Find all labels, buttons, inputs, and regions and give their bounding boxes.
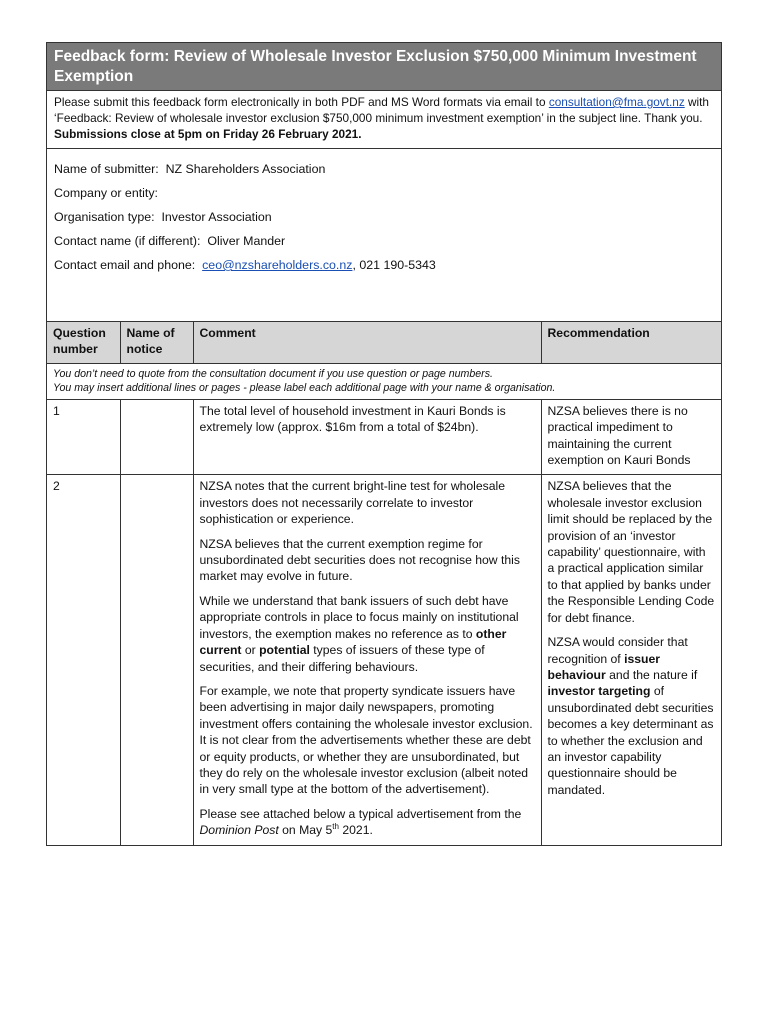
recommendation-cell: NZSA believes there is no practical impediment to maintaining the current exemption on Kauri Bonds — [541, 399, 721, 475]
recommendation-cell — [541, 475, 721, 845]
comment-text: types of issuers of these type of securities, and their differing behaviours. — [199, 643, 485, 674]
submitter-name-label: Name of submitter: — [54, 162, 159, 176]
company-row — [54, 185, 714, 201]
header-name-of-notice: Name of notice — [120, 322, 193, 363]
publication-name: Dominion Post — [199, 823, 279, 838]
recommendation-emphasis: investor targeting — [547, 684, 651, 699]
comment-paragraph: NZSA notes that the current bright-line test for wholesale investors does not necessarily correlate to investor sophistication or experience. — [199, 479, 506, 527]
instructions-cell — [47, 363, 721, 399]
question-number-cell: 1 — [47, 399, 120, 475]
contact-email-link[interactable]: ceo@nzshareholders.co.nz — [202, 258, 353, 272]
header-comment: Comment — [193, 322, 541, 363]
form-intro — [47, 91, 721, 149]
notice-cell — [120, 475, 193, 845]
intro-middle: with ‘Feedback: Review of wholesale investor exclusion $750,000 minimum investment exemption’ in the subject line. Thank you. — [54, 95, 709, 125]
submission-deadline: Submissions close at 5pm on Friday 26 February 2021. — [54, 127, 362, 141]
company-label: Company or entity: — [54, 186, 158, 200]
submitter-name-row — [54, 161, 714, 177]
comment-cell: The total level of household investment in Kauri Bonds is extremely low (approx. $16m from a total of $24bn). — [193, 399, 541, 475]
org-type-label: Organisation type: — [54, 210, 155, 224]
form-title: Feedback form: Review of Wholesale Investor Exclusion $750,000 Minimum Investment Exemption — [47, 43, 721, 91]
table-row — [47, 475, 721, 845]
consultation-email-link[interactable]: consultation@fma.govt.nz — [548, 95, 685, 109]
instructions-line-1: You don’t need to quote from the consultation document if you use question or page numbers. — [53, 367, 493, 380]
instructions-line-2: You may insert additional lines or pages - please label each additional page with your name & organisation. — [53, 381, 556, 394]
table-header-row — [47, 322, 721, 363]
org-type-row — [54, 209, 714, 225]
contact-phone: , 021 190-5343 — [352, 258, 436, 272]
contact-name-label: Contact name (if different): — [54, 234, 201, 248]
notice-cell — [120, 399, 193, 475]
recommendation-text: and the nature if — [605, 667, 698, 682]
comment-text: on May 5 — [278, 823, 333, 838]
comment-paragraph: NZSA believes that the current exemption regime for unsubordinated debt securities does not recognise how this market may evolve in future. — [199, 536, 520, 584]
recommendation-text: of unsubordinated debt securities becomes a key determinant as to whether the exclusion and an investor capability questionnaire should be mandated. — [547, 684, 714, 797]
comment-cell — [193, 475, 541, 845]
comment-paragraph — [200, 806, 535, 839]
contact-email-row — [54, 257, 714, 273]
comment-paragraph: For example, we note that property syndicate issuers have been advertising in major daily newspapers, promoting investment offers containing the wholesale investor exclusion. It is not clear from the advertisements whether these are debt or equity products, or whether they are unsubordinated, but they do rely on the wholesale investor exclusion (albeit noted in very small type at the bottom of the advertisement). — [199, 683, 533, 797]
comment-text: Please see attached below a typical advertisement from the — [199, 806, 522, 821]
comment-text: 2021. — [338, 823, 373, 838]
ordinal-suffix: th — [332, 822, 339, 832]
org-type-value: Investor Association — [161, 210, 272, 224]
submitter-details — [47, 149, 721, 322]
comment-emphasis: potential — [259, 643, 310, 658]
comment-text: or — [241, 643, 260, 658]
header-recommendation: Recommendation — [541, 322, 721, 363]
contact-name-value: Oliver Mander — [207, 234, 286, 248]
recommendation-paragraph — [548, 634, 716, 798]
table-row — [47, 399, 721, 475]
comment-emphasis: other current — [199, 626, 507, 658]
comment-text: While we understand that bank issuers of such debt have appropriate controls in place to focus mainly on institutional investors, the exemption makes no reference as to — [199, 593, 519, 641]
feedback-table — [47, 322, 721, 845]
instructions-row — [47, 363, 721, 399]
question-number-cell: 2 — [47, 475, 120, 845]
header-question-number: Question number — [47, 322, 120, 363]
contact-email-label: Contact email and phone: — [54, 258, 196, 272]
recommendation-paragraph: NZSA believes that the wholesale investor exclusion limit should be replaced by the provision of an ‘investor capability’ questionnaire, with a practical application similar to that applied by banks under the Responsible Lending Code for debt finance. — [547, 479, 715, 625]
submitter-name-value: NZ Shareholders Association — [165, 162, 326, 176]
intro-prefix: Please submit this feedback form electronically in both PDF and MS Word formats via email to — [54, 95, 549, 109]
feedback-form — [46, 42, 722, 846]
contact-name-row — [54, 233, 714, 249]
comment-paragraph — [200, 593, 535, 675]
recommendation-text: NZSA would consider that recognition of — [547, 635, 688, 666]
recommendation-emphasis: issuer behaviour — [547, 651, 660, 682]
